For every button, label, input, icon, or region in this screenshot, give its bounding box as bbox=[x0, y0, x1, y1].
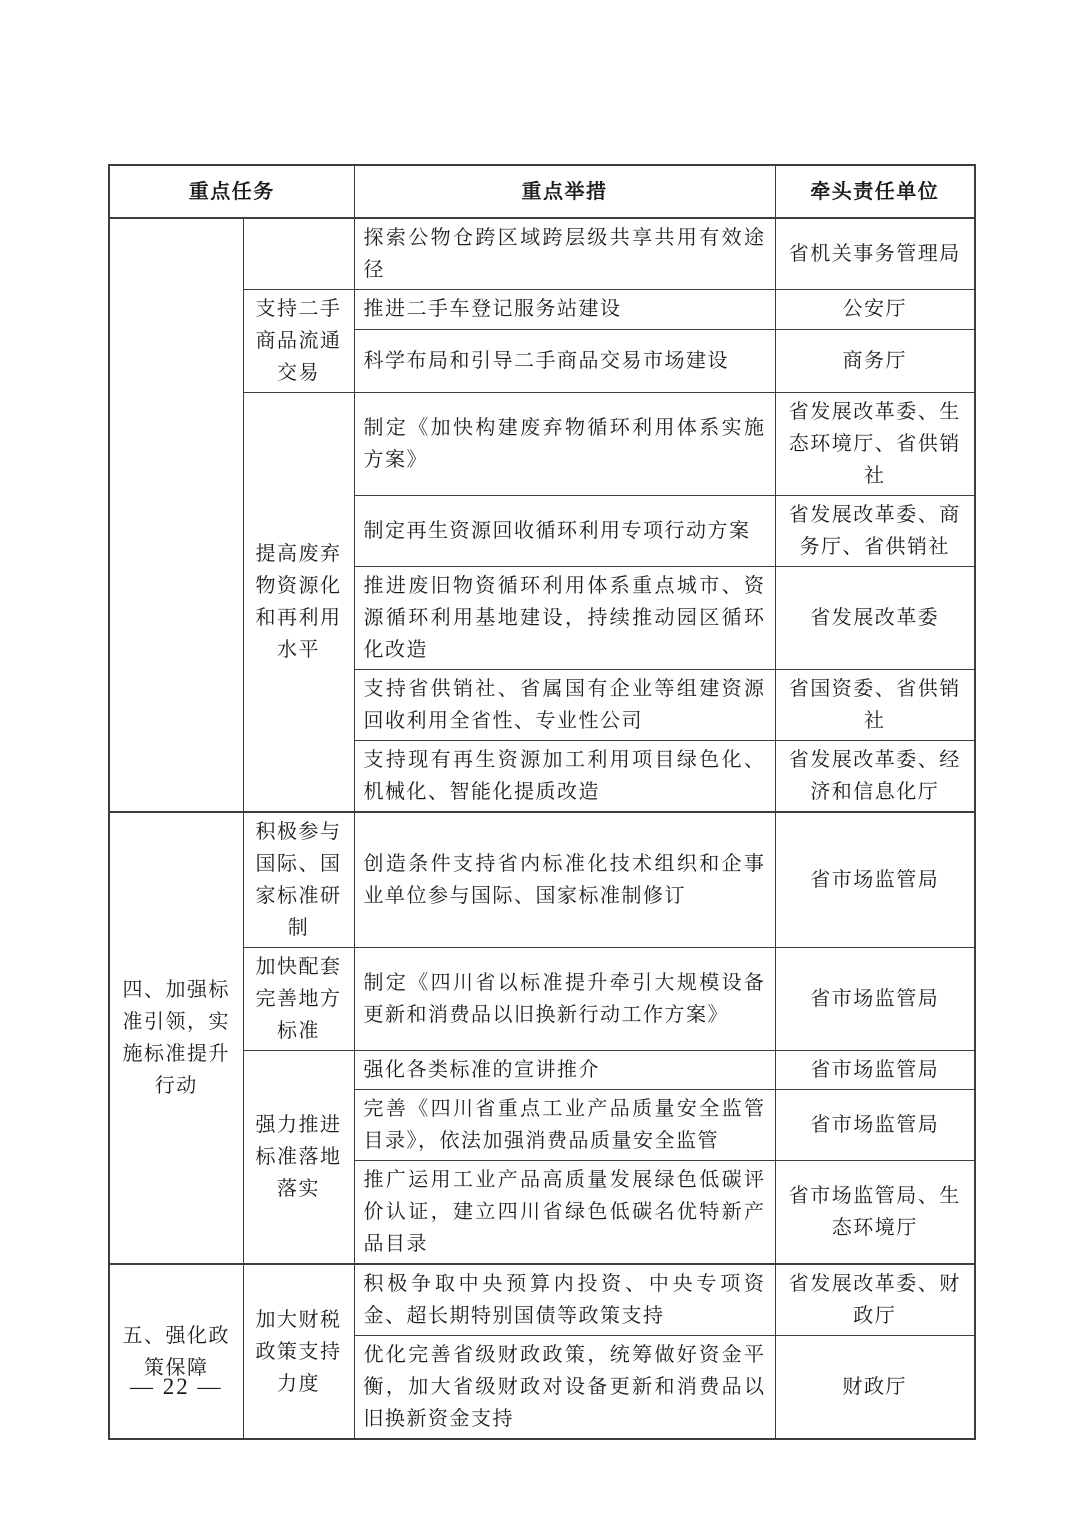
measure-cell: 完善《四川省重点工业产品质量安全监管目录》，依法加强消费品质量安全监管 bbox=[354, 1090, 775, 1161]
subtask-cell: 支持二手商品流通交易 bbox=[243, 290, 354, 393]
unit-cell: 省发展改革委、生态环境厅、省供销社 bbox=[775, 393, 975, 496]
unit-cell: 省发展改革委、财政厅 bbox=[775, 1264, 975, 1336]
table-row bbox=[109, 812, 975, 948]
table-row bbox=[109, 1264, 975, 1336]
header-task: 重点任务 bbox=[109, 165, 354, 218]
measure-cell: 强化各类标准的宣讲推介 bbox=[354, 1051, 775, 1090]
measure-cell: 推进二手车登记服务站建设 bbox=[354, 290, 775, 330]
main-task-cell-section5: 五、强化政策保障 bbox=[109, 1264, 243, 1439]
measure-cell: 积极争取中央预算内投资、中央专项资金、超长期特别国债等政策支持 bbox=[354, 1264, 775, 1336]
measure-cell: 支持现有再生资源加工利用项目绿色化、机械化、智能化提质改造 bbox=[354, 741, 775, 813]
measure-cell: 推广运用工业产品高质量发展绿色低碳评价认证，建立四川省绿色低碳名优特新产品目录 bbox=[354, 1161, 775, 1265]
subtask-cell: 加大财税政策支持力度 bbox=[243, 1264, 354, 1439]
header-measure: 重点举措 bbox=[354, 165, 775, 218]
main-task-cell-continued bbox=[109, 218, 243, 812]
unit-cell: 省市场监管局 bbox=[775, 812, 975, 948]
table-row bbox=[109, 218, 975, 290]
main-task-cell-section4: 四、加强标准引领，实施标准提升行动 bbox=[109, 812, 243, 1264]
measure-cell: 制定《四川省以标准提升牵引大规模设备更新和消费品以旧换新行动工作方案》 bbox=[354, 948, 775, 1051]
measure-cell: 优化完善省级财政政策，统筹做好资金平衡，加大省级财政对设备更新和消费品以旧换新资金支持 bbox=[354, 1336, 775, 1440]
unit-cell: 省市场监管局、生态环境厅 bbox=[775, 1161, 975, 1265]
key-tasks-table bbox=[108, 164, 976, 1440]
unit-cell: 省市场监管局 bbox=[775, 1051, 975, 1090]
unit-cell: 省市场监管局 bbox=[775, 1090, 975, 1161]
page-number: — 22 — bbox=[130, 1374, 223, 1399]
subtask-cell: 加快配套完善地方标准 bbox=[243, 948, 354, 1051]
unit-cell: 财政厅 bbox=[775, 1336, 975, 1440]
unit-cell: 商务厅 bbox=[775, 329, 975, 392]
measure-cell: 探索公物仓跨区域跨层级共享共用有效途径 bbox=[354, 218, 775, 290]
unit-cell: 省发展改革委、经济和信息化厅 bbox=[775, 741, 975, 813]
measure-cell: 推进废旧物资循环利用体系重点城市、资源循环利用基地建设，持续推动园区循环化改造 bbox=[354, 567, 775, 670]
subtask-cell: 强力推进标准落地落实 bbox=[243, 1051, 354, 1265]
subtask-cell: 积极参与国际、国家标准研制 bbox=[243, 812, 354, 948]
unit-cell: 省国资委、省供销社 bbox=[775, 670, 975, 741]
measure-cell: 制定再生资源回收循环利用专项行动方案 bbox=[354, 496, 775, 567]
measure-cell: 制定《加快构建废弃物循环利用体系实施方案》 bbox=[354, 393, 775, 496]
unit-cell: 省机关事务管理局 bbox=[775, 218, 975, 290]
subtask-cell-continued bbox=[243, 218, 354, 290]
unit-cell: 省发展改革委、商务厅、省供销社 bbox=[775, 496, 975, 567]
measure-cell: 科学布局和引导二手商品交易市场建设 bbox=[354, 329, 775, 392]
header-unit: 牵头责任单位 bbox=[775, 165, 975, 218]
table-header-row bbox=[109, 165, 975, 218]
measure-cell: 支持省供销社、省属国有企业等组建资源回收利用全省性、专业性公司 bbox=[354, 670, 775, 741]
measure-cell: 创造条件支持省内标准化技术组织和企事业单位参与国际、国家标准制修订 bbox=[354, 812, 775, 948]
unit-cell: 省发展改革委 bbox=[775, 567, 975, 670]
subtask-cell: 提高废弃物资源化和再利用水平 bbox=[243, 393, 354, 813]
unit-cell: 公安厅 bbox=[775, 290, 975, 330]
unit-cell: 省市场监管局 bbox=[775, 948, 975, 1051]
